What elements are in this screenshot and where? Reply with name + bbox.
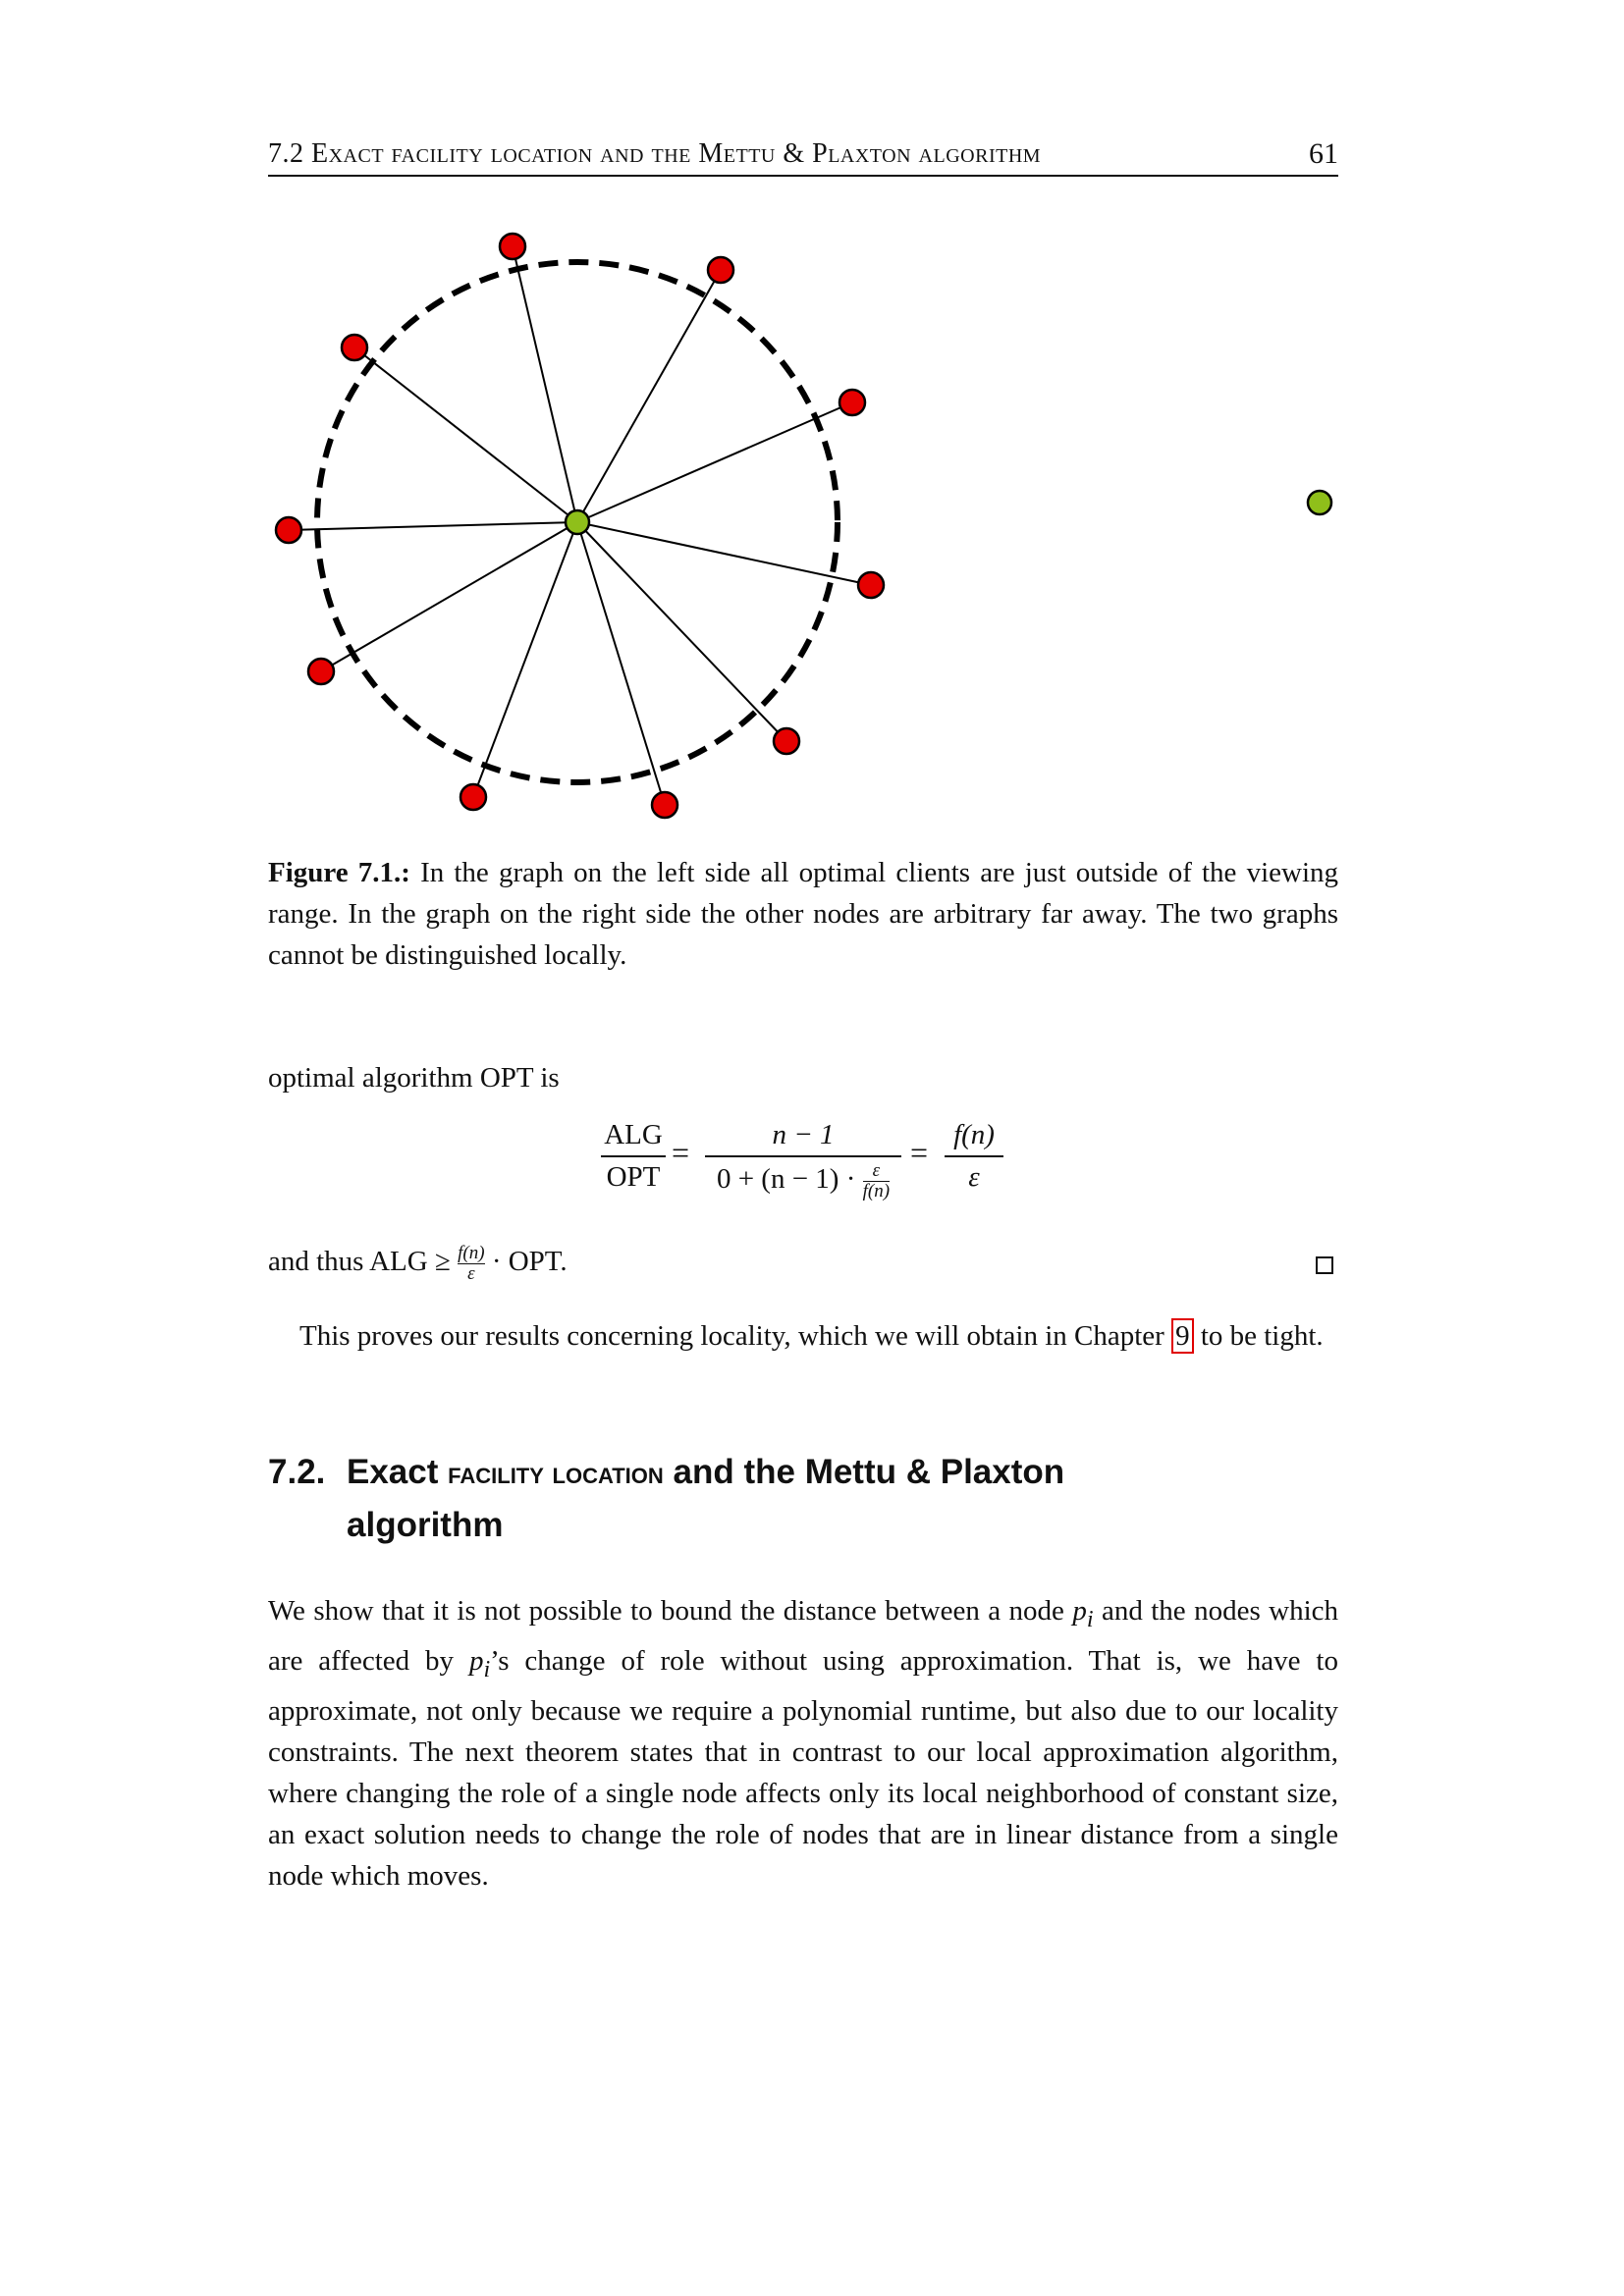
section-title-problem: facility location bbox=[448, 1456, 664, 1490]
var-p bbox=[468, 1644, 491, 1682]
fraction-rhs bbox=[945, 1119, 1003, 1194]
edge bbox=[513, 246, 577, 522]
facility-node-center bbox=[566, 510, 589, 534]
conclusion-text: and thus ALG ≥ bbox=[268, 1246, 451, 1277]
equals-sign: = bbox=[910, 1135, 929, 1170]
body-text-3: ’s change of role without using approximation. That is, we have to approximate, not only because we require a polynomial runtime, but also due to our locality constraints. The next theorem states that in contrast to our local approximation algorithm, where changing the role of a single node affects only its local neighborhood of constant size, an exact solution needs to change the role of nodes that are in linear distance from a single node which moves. bbox=[268, 1644, 1338, 1892]
locality-text-end: to be tight. bbox=[1200, 1320, 1324, 1352]
var-p bbox=[1072, 1595, 1094, 1632]
client-node bbox=[308, 659, 334, 684]
edge bbox=[577, 402, 852, 522]
small-denominator: f(n) bbox=[862, 1181, 891, 1201]
small-numerator: ε bbox=[872, 1160, 881, 1181]
client-node bbox=[858, 572, 884, 598]
edge bbox=[354, 347, 577, 522]
edge bbox=[577, 522, 871, 585]
running-head-title: 7.2 Exact facility location and the Mettu & Plaxton algorithm bbox=[268, 138, 1042, 169]
inline-fraction bbox=[458, 1244, 484, 1284]
edge bbox=[473, 522, 577, 797]
section-heading bbox=[268, 1453, 1338, 1559]
facility-node-isolated bbox=[1308, 491, 1331, 514]
qed-square bbox=[1316, 1256, 1333, 1274]
client-node bbox=[708, 257, 733, 283]
lhs-denominator: OPT bbox=[601, 1155, 666, 1194]
body-text-2: and the nodes which are affected by bbox=[268, 1595, 1339, 1677]
var-p-symbol: p bbox=[1072, 1595, 1087, 1627]
figure-7-1 bbox=[255, 216, 1375, 834]
var-p-index: i bbox=[483, 1655, 491, 1682]
fraction-alg-opt bbox=[601, 1119, 666, 1194]
section-heading-line-1 bbox=[268, 1453, 1338, 1506]
middle-denominator-sum: 0 + (n − 1) · bbox=[716, 1163, 856, 1196]
conclusion-line bbox=[268, 1241, 857, 1284]
client-node bbox=[774, 728, 799, 754]
edge bbox=[321, 522, 577, 671]
section-title-line-1 bbox=[347, 1453, 1064, 1492]
figure-label: Figure 7.1.: bbox=[268, 857, 410, 888]
section-title-exact: Exact bbox=[347, 1453, 439, 1491]
figure-caption bbox=[268, 852, 1338, 976]
inline-numerator: f(n) bbox=[458, 1242, 485, 1263]
right-graph bbox=[1308, 491, 1331, 514]
equation-intro: optimal algorithm OPT is bbox=[268, 1062, 560, 1094]
edge bbox=[577, 522, 665, 805]
locality-text: This proves our results concerning locality, which we will obtain in Chapter bbox=[299, 1320, 1164, 1352]
client-node bbox=[652, 792, 677, 818]
rhs-denominator: ε bbox=[945, 1155, 1003, 1194]
section-number: 7.2. bbox=[268, 1453, 326, 1491]
display-equation bbox=[589, 1119, 1080, 1212]
locality-paragraph bbox=[268, 1315, 1338, 1357]
client-node bbox=[276, 517, 301, 543]
edge bbox=[577, 522, 786, 741]
fraction-middle bbox=[705, 1119, 901, 1201]
client-node bbox=[500, 234, 525, 259]
running-head bbox=[268, 133, 1338, 177]
chapter-9-link[interactable]: 9 bbox=[1171, 1318, 1194, 1354]
client-node bbox=[342, 335, 367, 360]
var-p-symbol: p bbox=[468, 1644, 484, 1677]
body-text-1: We show that it is not possible to bound the distance between a node bbox=[268, 1595, 1064, 1627]
section-title-line-2: algorithm bbox=[347, 1506, 504, 1544]
small-fraction bbox=[863, 1161, 890, 1201]
client-node bbox=[460, 784, 486, 810]
lhs-numerator: ALG bbox=[604, 1119, 663, 1150]
figure-caption-text: In the graph on the left side all optimal clients are just outside of the viewing range. In the graph on the right side the other nodes are arbitrary far away. The two graphs cannot be distinguished locally. bbox=[268, 857, 1339, 971]
inline-denominator: ε bbox=[458, 1263, 484, 1284]
rhs-numerator: f(n) bbox=[953, 1119, 995, 1150]
body-paragraph bbox=[268, 1590, 1338, 1896]
client-node bbox=[839, 390, 865, 415]
middle-denominator bbox=[705, 1155, 901, 1201]
page-number: 61 bbox=[1309, 137, 1338, 170]
middle-numerator: n − 1 bbox=[772, 1119, 835, 1150]
section-title-rest: and the Mettu & Plaxton bbox=[673, 1453, 1065, 1491]
edge bbox=[289, 522, 577, 530]
edge bbox=[577, 270, 721, 522]
var-p-index: i bbox=[1086, 1605, 1094, 1632]
equals-sign: = bbox=[672, 1135, 690, 1170]
conclusion-end: · OPT. bbox=[491, 1246, 568, 1277]
left-graph bbox=[276, 234, 884, 818]
